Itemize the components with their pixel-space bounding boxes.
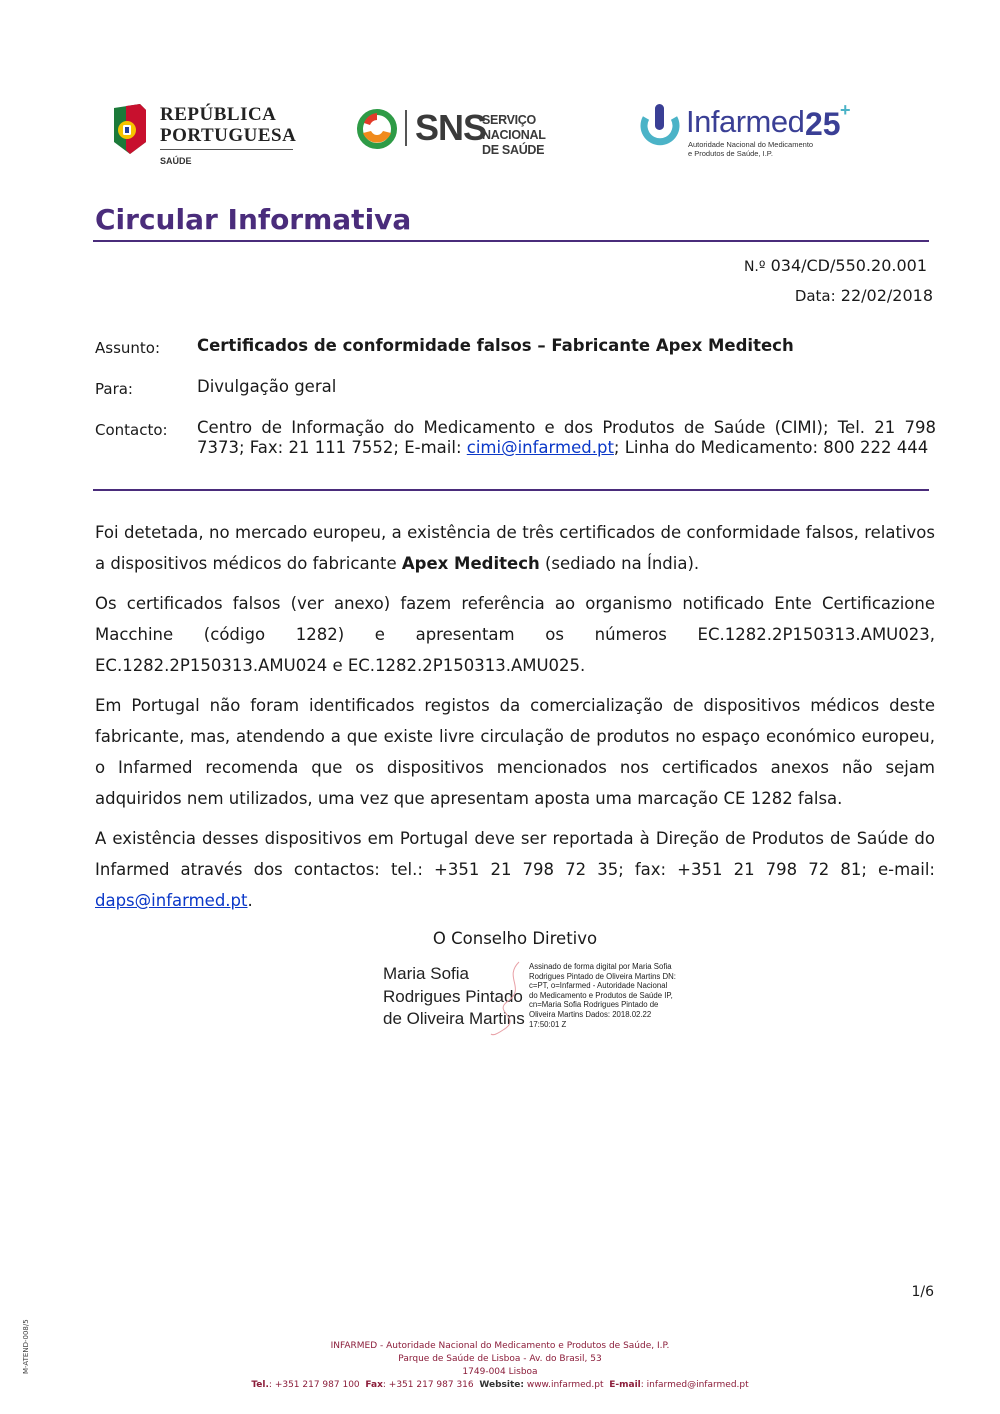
rp-divider (160, 149, 293, 150)
infarmed-subtitle: Autoridade Nacional do Medicamento e Produtos de Saúde, I.P. (688, 140, 814, 158)
paragraph-3: Em Portugal não foram identificados registos da comercialização de dispositivos médicos deste fabricante, mas, atendendo a que existe livre circulação de produtos no espaço económico europeu, o Infarmed recomenda que os dispositivos mencionados nos certificados anexos não sejam adquiridos nem utilizados, uma vez que apresentam aposta uma marcação CE 1282 falsa. (95, 696, 935, 808)
paragraph-4: A existência desses dispositivos em Portugal deve ser reportada à Direção de Produtos de Saúde do Infarmed através dos contactos: tel.: +351 21 798 72 35; fax: +351 21 798 72 81; e-mail: daps@infarmed.pt. (95, 829, 935, 910)
signature-details: Assinado de forma digital por Maria Sofia Rodrigues Pintado de Oliveira Martins DN: c=PT, o=Infarmed - Autoridade Nacional do Medicamento e Produtos de Saúde IP, cn=Maria Sofia Rodrigues Pintado de Oliveira Martins Dados: 2018.02.22 17:50:01 Z (529, 962, 676, 1029)
document-title: Circular Informativa (95, 203, 412, 236)
header-rule (93, 489, 929, 491)
sns-acronym: SNS (415, 107, 487, 148)
infarmed-25-badge: 25 (805, 106, 841, 142)
rp-subtitle: SAÚDE (160, 156, 192, 166)
sns-emblem-icon (357, 109, 397, 149)
infarmed-name: Infarmed (686, 104, 805, 139)
signature-label: O Conselho Diretivo (432, 929, 598, 948)
assunto-label: Assunto: (95, 339, 161, 357)
form-code: M-ATEND-008/5 (22, 1319, 30, 1374)
sns-separator (405, 110, 407, 146)
daps-email-link[interactable]: daps@infarmed.pt (95, 891, 248, 910)
contacto-label: Contacto: (95, 421, 168, 439)
cimi-email-link[interactable]: cimi@infarmed.pt (466, 438, 614, 457)
title-rule (93, 240, 929, 242)
assunto-value: Certificados de conformidade falsos – Fabricante Apex Meditech (197, 336, 794, 355)
signature-flourish-icon (483, 958, 533, 1038)
para-value: Divulgação geral (197, 377, 337, 396)
footer-org: INFARMED - Autoridade Nacional do Medicamento e Produtos de Saúde, I.P. (330, 1341, 670, 1351)
infarmed-emblem-icon (640, 102, 680, 146)
rp-title: REPÚBLICA PORTUGUESA (160, 104, 297, 146)
document-date: Data: 22/02/2018 (794, 286, 933, 305)
para-label: Para: (95, 380, 133, 398)
sns-full-name: SERVIÇO NACIONAL DE SAÚDE (482, 113, 546, 157)
digital-signature (383, 958, 683, 1040)
page-number: 1/6 (911, 1284, 934, 1300)
footer-address: Parque de Saúde de Lisboa - Av. do Brasil, 53 (398, 1354, 602, 1364)
footer-contacts: Tel.: +351 217 987 100 Fax: +351 217 987 316 Website: www.infarmed.pt E-mail: infarmed@infarmed.pt (251, 1380, 749, 1390)
footer-postcode: 1749-004 Lisboa (462, 1367, 538, 1377)
signer-name: Maria Sofia Rodrigues Pintado de Oliveira Martins (383, 964, 525, 1028)
sns-logo (357, 106, 597, 157)
republica-portuguesa-emblem-icon (110, 102, 150, 156)
republica-portuguesa-logo (110, 102, 310, 172)
contacto-value: Centro de Informação do Medicamento e dos Produtos de Saúde (CIMI); Tel. 21 798 7373; Fax: 21 111 7552; E-mail: cimi@infarmed.pt; Linha do Medicamento: 800 222 444 (197, 418, 936, 457)
infarmed-logo (640, 100, 870, 162)
document-number: N.º 034/CD/550.20.001 (743, 256, 927, 275)
infarmed-plus-icon: + (840, 100, 851, 120)
paragraph-2: Os certificados falsos (ver anexo) fazem referência ao organismo notificado Ente Certificazione Macchine (código 1282) e apresentam os números EC.1282.2P150313.AMU023, EC.1282.2P150313.AMU024 e EC.1282.2P150313.AMU025. (95, 594, 935, 675)
paragraph-1: Foi detetada, no mercado europeu, a existência de três certificados de conformidade falsos, relativos a dispositivos médicos do fabricante Apex Meditech (sediado na Índia). (95, 523, 935, 573)
